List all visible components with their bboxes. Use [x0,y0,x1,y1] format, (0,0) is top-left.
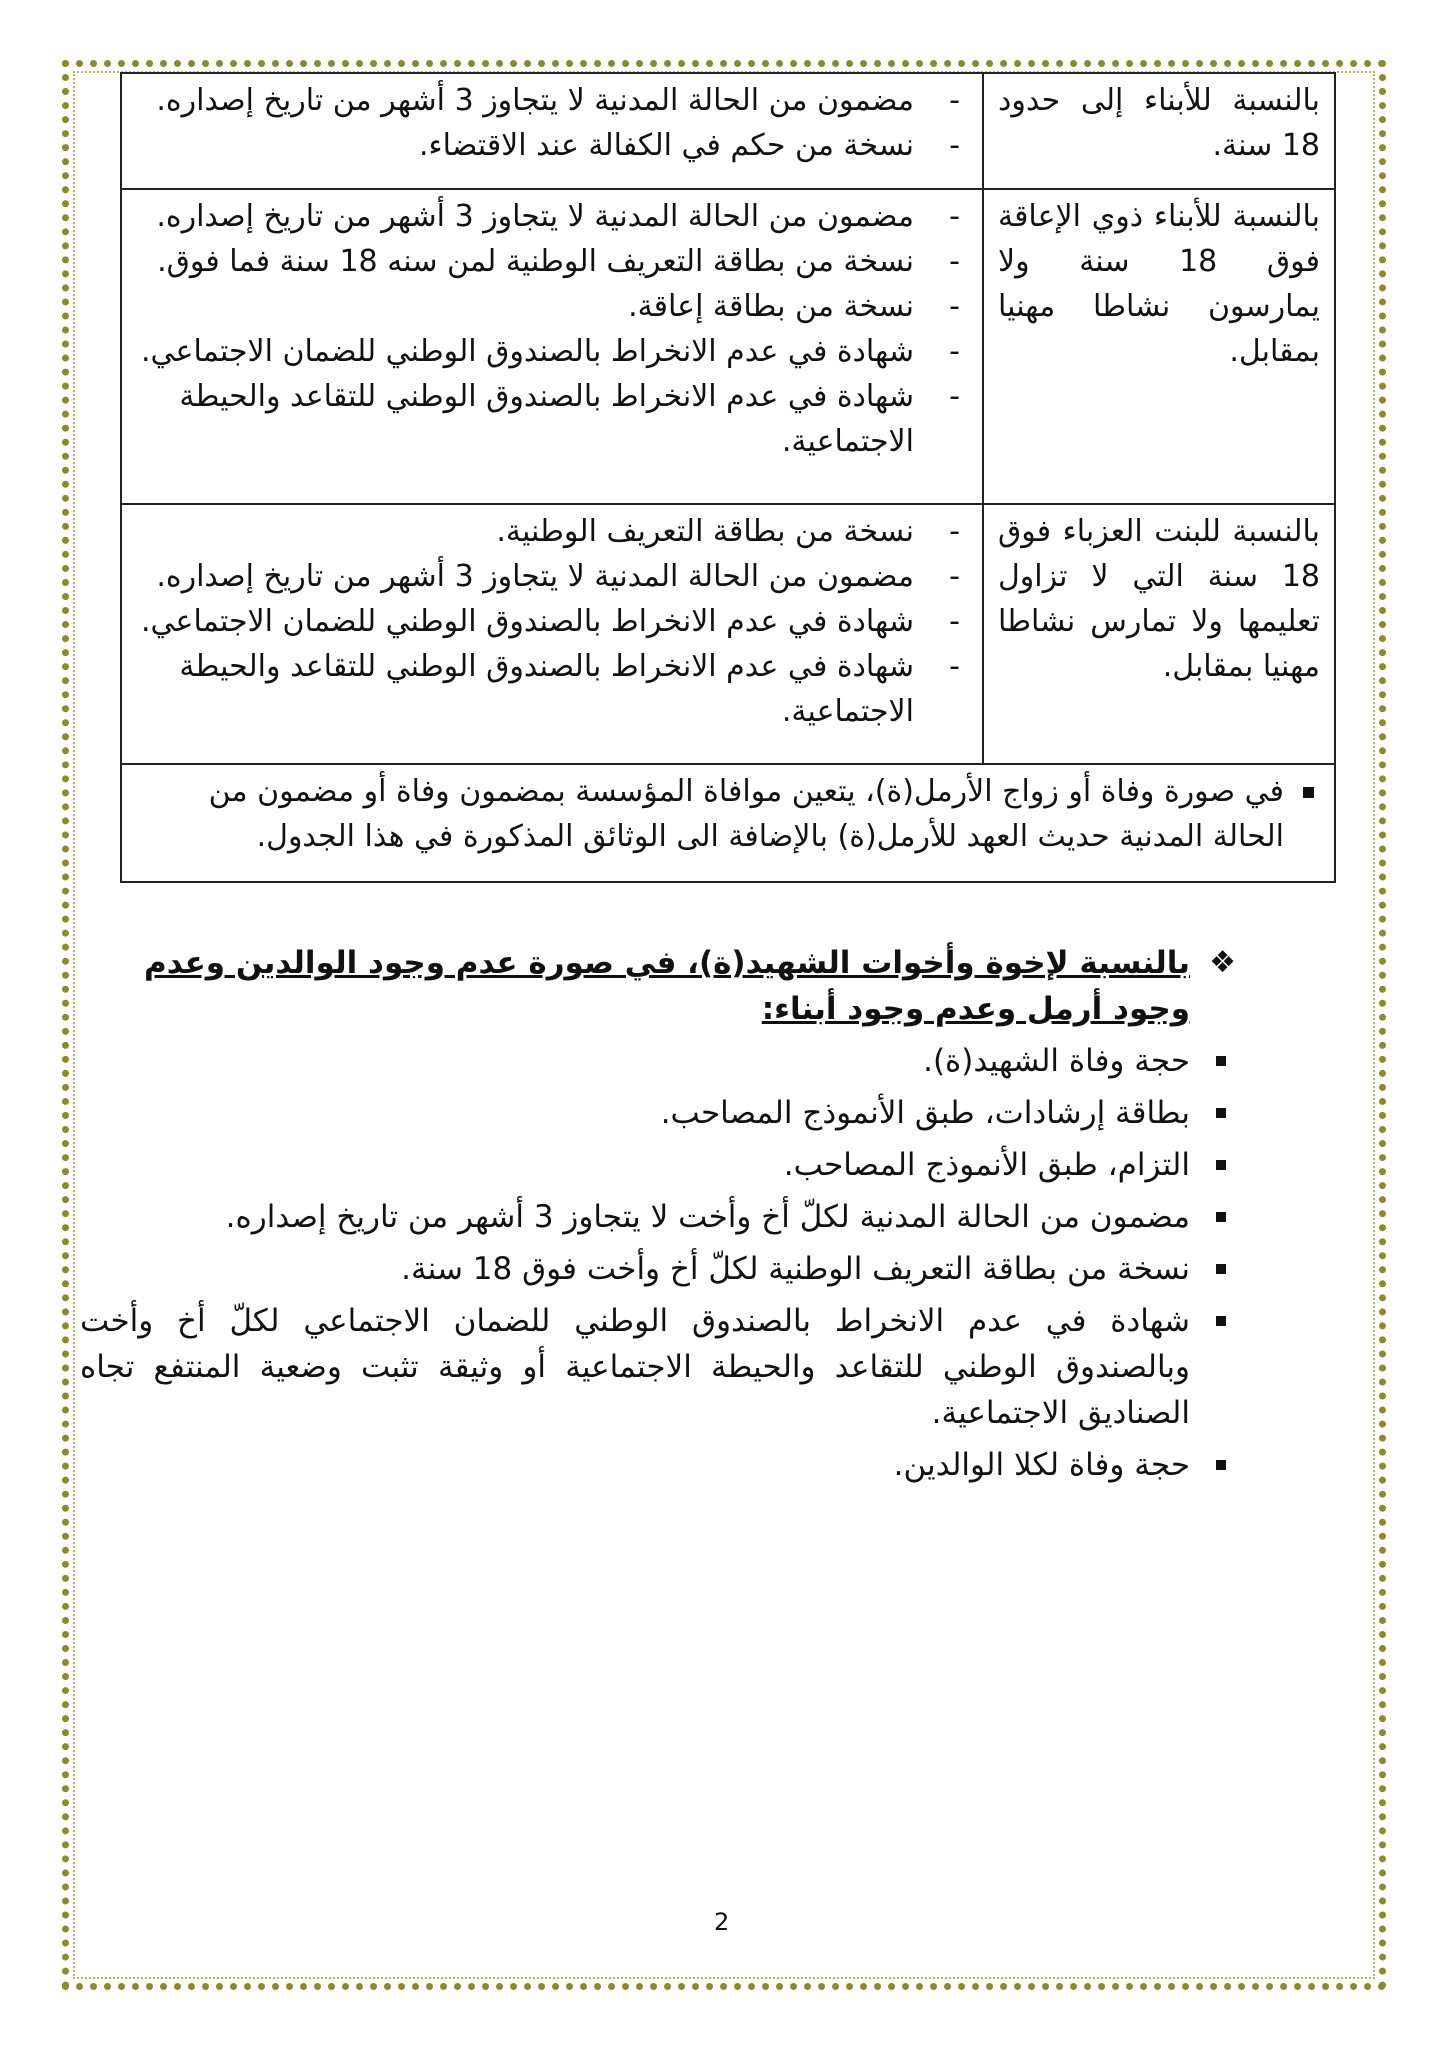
row-category: بالنسبة للأبناء إلى حدود 18 سنة. [983,73,1335,189]
row-items [121,189,983,504]
list-item: - مضمون من الحالة المدنية لا يتجاوز 3 أشهر من تاريخ إصداره. [136,194,968,239]
list-item: - شهادة في عدم الانخراط بالصندوق الوطني للضمان الاجتماعي. [136,329,968,374]
list-item: حجة وفاة الشهيد(ة). [80,1038,1240,1084]
list-item: نسخة من بطاقة التعريف الوطنية لكلّ أخ وأخت فوق 18 سنة. [80,1246,1240,1292]
siblings-documents-list [80,1038,1240,1488]
section-heading-text: بالنسبة لإخوة وأخوات الشهيد(ة)، في صورة عدم وجود الوالدين وعدم وجود أرمل وعدم وجود أبناء: [143,945,1190,1027]
list-item: - نسخة من بطاقة إعاقة. [136,284,968,329]
row-category: بالنسبة للأبناء ذوي الإعاقة فوق 18 سنة ولا يمارسون نشاطا مهنيا بمقابل. [983,189,1335,504]
list-item: - مضمون من الحالة المدنية لا يتجاوز 3 أشهر من تاريخ إصداره. [136,554,968,599]
list-item: - شهادة في عدم الانخراط بالصندوق الوطني للتقاعد والحيطة الاجتماعية. [136,644,968,734]
diamond-bullet-icon: ❖ [1209,945,1236,980]
table-row [121,764,1335,882]
table-note-cell [121,764,1335,882]
row-items [121,73,983,189]
list-item: - شهادة في عدم الانخراط بالصندوق الوطني للتقاعد والحيطة الاجتماعية. [136,374,968,464]
page-number: 2 [714,1908,730,1936]
row-category: بالنسبة للبنت العزباء فوق 18 سنة التي لا تزاول تعليمها ولا تمارس نشاطا مهنيا بمقابل. [983,504,1335,764]
table-row [121,504,1335,764]
siblings-section [80,940,1240,1494]
list-item: - نسخة من بطاقة التعريف الوطنية لمن سنه 18 سنة فما فوق. [136,239,968,284]
list-item: - مضمون من الحالة المدنية لا يتجاوز 3 أشهر من تاريخ إصداره. [136,78,968,123]
list-item: بطاقة إرشادات، طبق الأنموذج المصاحب. [80,1090,1240,1136]
list-item: - شهادة في عدم الانخراط بالصندوق الوطني للضمان الاجتماعي. [136,599,968,644]
table-row [121,189,1335,504]
list-item: - نسخة من حكم في الكفالة عند الاقتضاء. [136,123,968,168]
row-items [121,504,983,764]
list-item: التزام، طبق الأنموذج المصاحب. [80,1142,1240,1188]
list-item: - نسخة من بطاقة التعريف الوطنية. [136,509,968,554]
list-item: مضمون من الحالة المدنية لكلّ أخ وأخت لا يتجاوز 3 أشهر من تاريخ إصداره. [80,1194,1240,1240]
documents-table [120,72,1336,883]
table-note: في صورة وفاة أو زواج الأرمل(ة)، يتعين موافاة المؤسسة بمضمون وفاة أو مضمون من الحالة المدنية حديث العهد للأرمل(ة) بالإضافة الى الوثائق المذكورة في هذا الجدول. [136,769,1320,859]
list-item: حجة وفاة لكلا الوالدين. [80,1442,1240,1488]
list-item: شهادة في عدم الانخراط بالصندوق الوطني للضمان الاجتماعي لكلّ أخ وأخت وبالصندوق الوطني للتقاعد والحيطة الاجتماعية أو وثيقة تثبت وضعية المنتفع تجاه الصناديق الاجتماعية. [80,1298,1240,1436]
table-row [121,73,1335,189]
section-heading [80,940,1240,1032]
